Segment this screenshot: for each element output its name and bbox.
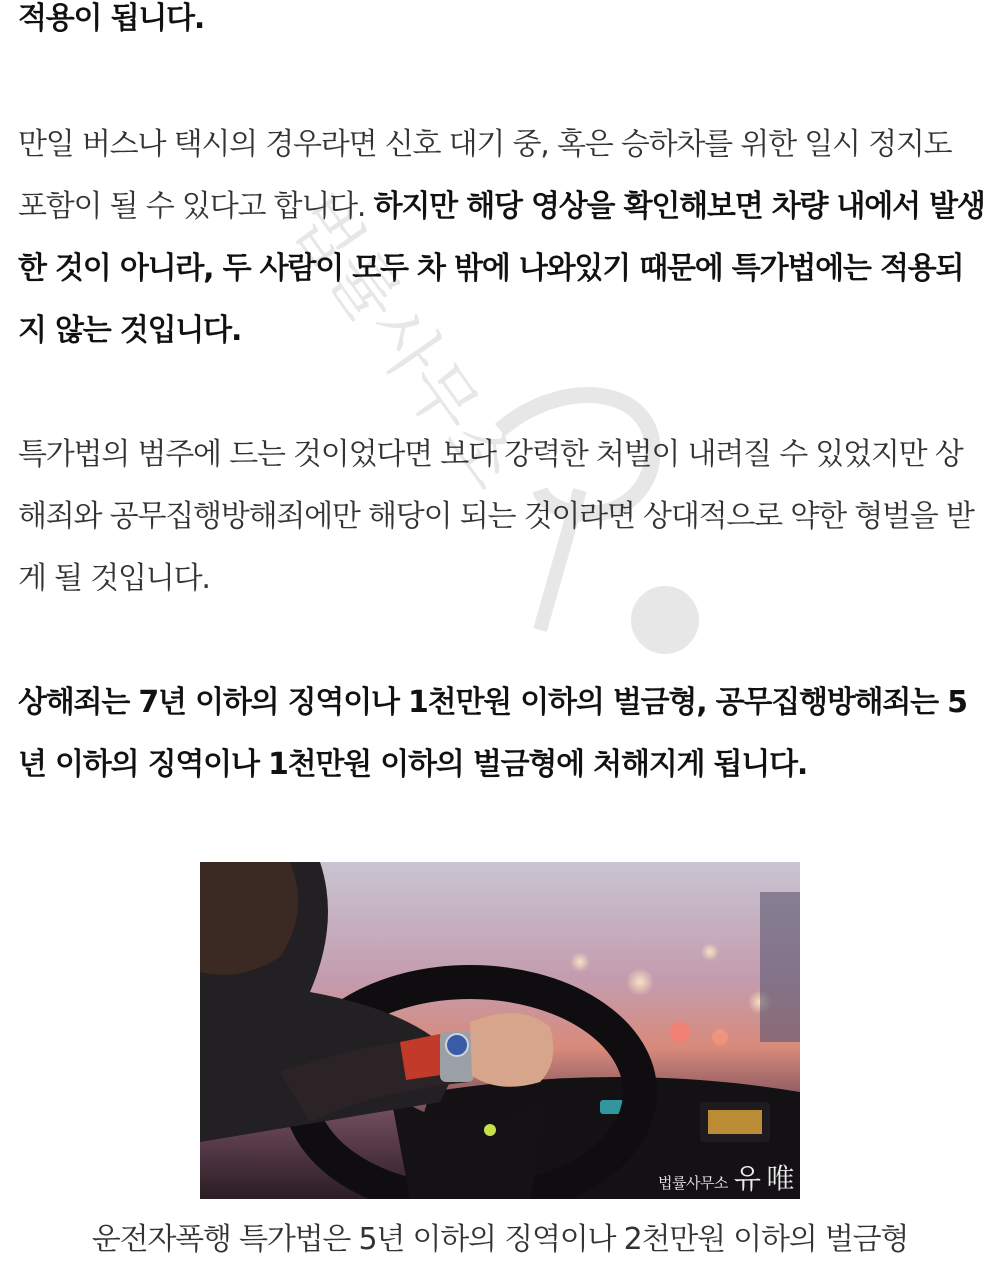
bus-taxi-text: 만일 버스나 택시의 경우라면 신호 대기 중, 혹은 승하차를 위한 일시 정지도 포함이 될 수 있다고 합니다.	[18, 127, 952, 224]
driver-photo-illustration	[200, 862, 800, 1199]
watermark-text: 법률사무소	[273, 190, 535, 504]
paragraph-bus-taxi	[18, 114, 986, 362]
photo-caption	[0, 1214, 1000, 1266]
photo-watermark	[657, 1162, 794, 1195]
paragraph-intro	[18, 0, 986, 50]
photo-watermark-hanja: 唯	[766, 1162, 794, 1195]
penalties-bold-text: 상해죄는 7년 이하의 징역이나 1천만원 이하의 벌금형, 공무집행방해죄는 5년 이하의 징역이나 1천만원 이하의 벌금형에 처해지게 됩니다.	[18, 685, 967, 782]
driver-photo	[200, 862, 800, 1199]
special-law-text: 특가법의 범주에 드는 것이었다면 보다 강력한 처벌이 내려질 수 있었지만 상해죄와 공무집행방해죄에만 해당이 되는 것이라면 상대적으로 약한 형벌을 받게 될 것입니다.	[18, 437, 974, 596]
paragraph-penalties	[18, 672, 986, 796]
paragraph-special-law	[18, 424, 986, 610]
photo-watermark-symbol: 유	[733, 1162, 761, 1195]
bus-taxi-bold-text: 하지만 해당 영상을 확인해보면 차량 내에서 발생한 것이 아니라, 두 사람이 모두 차 밖에 나와있기 때문에 특가법에는 적용되지 않는 것입니다.	[18, 189, 985, 348]
intro-text: 적용이 됩니다.	[18, 1, 205, 36]
caption-text: 운전자폭행 특가법은 5년 이하의 징역이나 2천만원 이하의 벌금형	[91, 1222, 909, 1257]
photo-watermark-text: 법률사무소	[657, 1174, 728, 1192]
